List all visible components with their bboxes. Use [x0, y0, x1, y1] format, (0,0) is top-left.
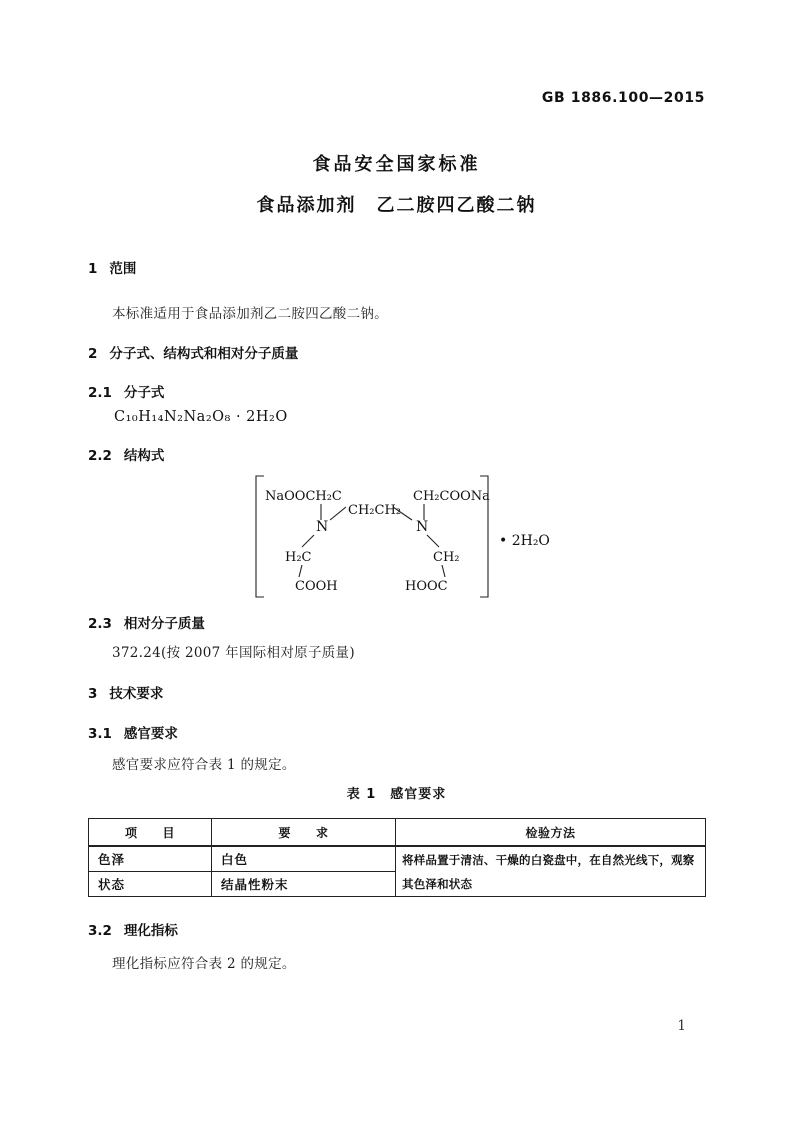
section-2-2-title: 结构式 [123, 448, 165, 464]
section-2-1-number: 2.1 [88, 385, 112, 401]
section-1-heading [88, 257, 136, 277]
document-title-line2: 食品添加剂 乙二胺四乙酸二钠 [256, 195, 537, 216]
document-title-line1: 食品安全国家标准 [312, 154, 481, 175]
section-2-1-title: 分子式 [123, 385, 165, 401]
physchem-paragraph: 理化指标应符合表 2 的规定。 [112, 956, 296, 972]
group-h2c-label: H₂C [285, 550, 312, 565]
table-cell-method: 将样品置于清洁、干燥的白瓷盘中，在自然光线下，观察其色泽和状态 [396, 846, 706, 897]
section-2-3-number: 2.3 [88, 616, 112, 632]
group-ch2ch2-label: CH₂CH₂ [348, 503, 401, 518]
hydrate-label: • 2H₂O [499, 533, 550, 549]
group-ch2-label: CH₂ [433, 550, 460, 565]
table-header-method: 检验方法 [396, 819, 706, 847]
section-3-2-title: 理化指标 [123, 923, 178, 939]
molecular-formula: C₁₀H₁₄N₂Na₂O₈ · 2H₂O [114, 409, 288, 425]
section-3-heading [88, 682, 163, 702]
structural-formula-diagram [245, 468, 555, 606]
bracket-left [256, 476, 264, 597]
table-cell-item: 色泽 [89, 846, 212, 872]
standard-code: GB 1886.100—2015 [541, 90, 705, 106]
section-2-3-title: 相对分子质量 [123, 616, 205, 632]
table-header-requirement: 要 求 [212, 819, 396, 847]
section-3-1-number: 3.1 [88, 726, 112, 742]
section-1-number: 1 [88, 261, 98, 277]
table-cell-item: 状态 [89, 872, 212, 897]
section-3-title: 技术要求 [109, 686, 164, 702]
bond-line [427, 535, 439, 547]
bond-line [442, 565, 445, 577]
section-1-title: 范围 [109, 261, 137, 277]
group-ch2coona-label: CH₂COONa [413, 489, 490, 504]
sensory-paragraph: 感官要求应符合表 1 的规定。 [112, 757, 296, 773]
table-cell-requirement: 结晶性粉末 [212, 872, 396, 897]
table-row [89, 846, 706, 872]
section-3-2-heading [88, 919, 178, 939]
section-2-2-heading [88, 444, 164, 464]
table-1-caption: 表 1 感官要求 [346, 787, 447, 802]
table-header-item: 项 目 [89, 819, 212, 847]
section-3-1-heading [88, 722, 178, 742]
group-cooh-label: COOH [295, 579, 338, 594]
section-2-number: 2 [88, 346, 98, 362]
table-1-wrapper [88, 818, 705, 897]
bond-line [302, 535, 314, 547]
page-number: 1 [677, 1018, 686, 1034]
nitrogen-left-label: N [316, 519, 329, 535]
section-2-1-heading [88, 381, 164, 401]
section-2-title: 分子式、结构式和相对分子质量 [109, 346, 299, 362]
molecular-mass-paragraph: 372.24(按 2007 年国际相对原子质量) [112, 645, 355, 661]
bond-line [330, 507, 346, 520]
nitrogen-right-label: N [416, 519, 429, 535]
table-header-row [89, 819, 706, 847]
section-2-3-heading [88, 612, 205, 632]
table-cell-requirement: 白色 [212, 846, 396, 872]
sensory-requirements-table [88, 818, 706, 897]
group-naooch2c-label: NaOOCH₂C [265, 489, 342, 504]
scope-paragraph: 本标准适用于食品添加剂乙二胺四乙酸二钠。 [112, 306, 388, 322]
group-hooc-label: HOOC [405, 579, 448, 594]
section-3-number: 3 [88, 686, 98, 702]
bond-line [299, 565, 302, 577]
section-3-2-number: 3.2 [88, 923, 112, 939]
section-2-heading [88, 342, 298, 362]
section-3-1-title: 感官要求 [123, 726, 178, 742]
section-2-2-number: 2.2 [88, 448, 112, 464]
